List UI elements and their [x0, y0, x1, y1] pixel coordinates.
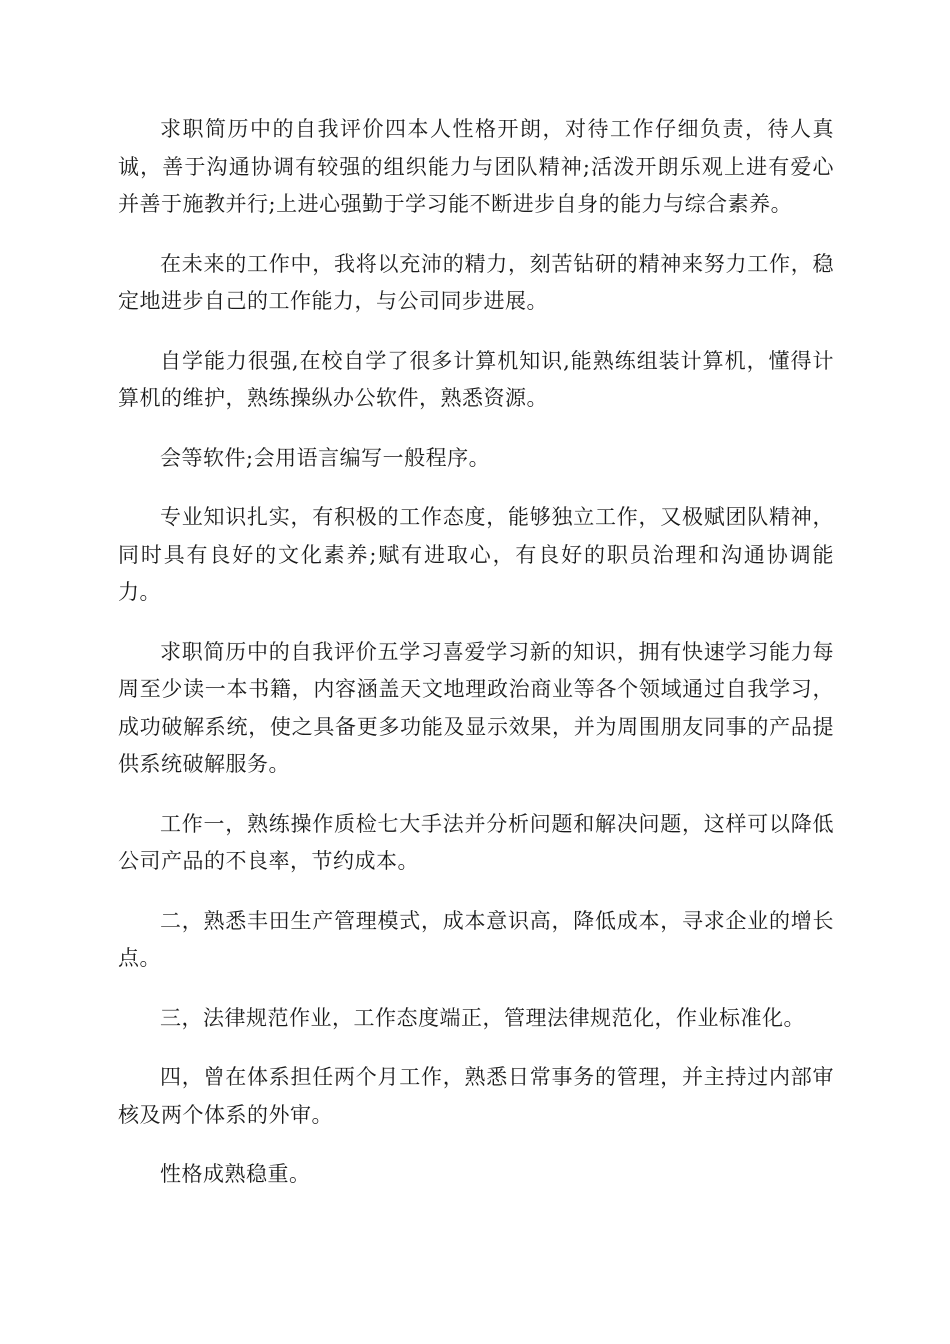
paragraph: 自学能力很强,在校自学了很多计算机知识,能熟练组装计算机，懂得计算机的维护，熟练操纵办公软件，熟悉资源。	[118, 348, 834, 410]
paragraph: 三，法律规范作业，工作态度端正，管理法律规范化，作业标准化。	[160, 1005, 805, 1030]
paragraph: 专业知识扎实，有积极的工作态度，能够独立工作，又极赋团队精神，同时具有良好的文化素养;赋有进取心，有良好的职员治理和沟通协调能力。	[118, 505, 834, 604]
paragraph: 四，曾在体系担任两个月工作，熟悉日常事务的管理，并主持过内部审核及两个体系的外审。	[118, 1065, 834, 1127]
paragraph: 性格成熟稳重。	[160, 1162, 311, 1186]
paragraph: 二，熟悉丰田生产管理模式，成本意识高，降低成本，寻求企业的增长点。	[118, 908, 834, 970]
paragraph: 会等软件;会用语言编写一般程序。	[160, 445, 491, 470]
paragraph: 工作一，熟练操作质检七大手法并分析问题和解决问题，这样可以降低公司产品的不良率，节约成本。	[118, 811, 834, 873]
paragraph: 求职简历中的自我评价五学习喜爱学习新的知识，拥有快速学习能力每周至少读一本书籍，内容涵盖天文地理政治商业等各个领域通过自我学习，成功破解系统，使之具备更多功能及显示效果，并为周围朋友同事的产品提供系统破解服务。	[118, 639, 834, 776]
paragraph: 在未来的工作中，我将以充沛的精力，刻苦钻研的精神来努力工作，稳定地进步自己的工作能力，与公司同步进展。	[118, 251, 834, 313]
paragraph: 求职简历中的自我评价四本人性格开朗，对待工作仔细负责，待人真诚，善于沟通协调有较强的组织能力与团队精神;活泼开朗乐观上进有爱心并善于施教并行;上进心强勤于学习能不断进步自身的能力与综合素养。	[118, 117, 834, 216]
document-body	[118, 111, 834, 1216]
